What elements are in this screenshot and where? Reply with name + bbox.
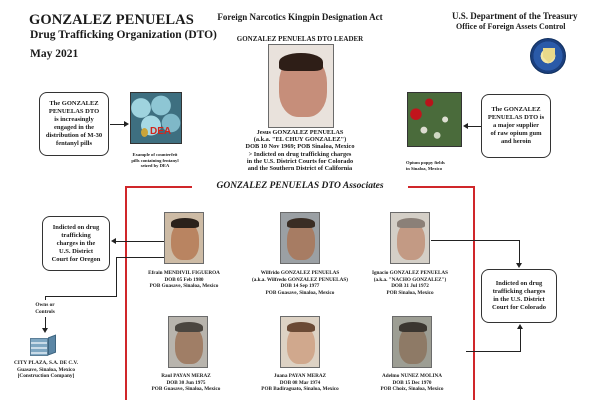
building-icon [30,334,56,356]
arrow-right-icon [124,121,129,127]
connector-line [45,296,117,297]
relation-line: Controls [35,309,55,315]
associate-name: Ignacio GONZALEZ PENUELAS [371,270,449,276]
associate-photo [390,212,430,264]
fentanyl-callout [39,92,109,156]
colorado-indictment-box [481,269,557,323]
box-line: Court for Oregon [51,255,101,263]
associate-name: Juana PAYAN MERAZ [273,373,327,379]
opium-callout [481,94,551,158]
associate-name: Adelmo NUNEZ MOLINA [382,373,442,379]
connector-line [110,124,125,125]
treasury-seal-icon [530,38,566,74]
org-subtitle: Drug Trafficking Organization (DTO) [30,29,217,41]
leader-heading: GONZALEZ PENUELAS DTO LEADER [236,35,364,43]
hair-shape [287,218,315,228]
arrow-down-icon [516,263,522,268]
connector-line [467,126,481,127]
callout-line: PENUELAS DTO [48,108,100,115]
associate-dob: DOB 05 Feb 1980 [164,276,204,283]
callout-line: The GONZALEZ [49,100,99,107]
box-line: Court for Colorado [491,304,547,311]
poppy-caption [406,160,476,171]
agency-name: U.S. Department of the Treasury [452,11,578,21]
callout-line: distribution of M-30 [45,132,103,139]
hair-shape [397,218,425,228]
callout-line: a major supplier [492,122,540,129]
associate-pob: POB Choix, Sinaloa, Mexico [380,386,444,393]
leader-note: > Indicted on drug trafficking charges [248,150,352,158]
hair-shape [175,322,203,332]
leader-note: and the Southern District of California [247,165,353,173]
leader-dob-pob: DOB 10 Nov 1969; POB Sinaloa, Mexico [245,143,355,151]
associate-aka: (a.k.a. Wilfredo GONZALEZ PENUELAS) [252,276,348,283]
associate-info [350,270,470,296]
hair-shape [287,322,315,332]
connector-line [519,240,520,264]
associate-photo [392,316,432,368]
leader-photo [268,44,334,128]
relation-line: Owns or [35,302,55,308]
box-line: U.S. District [58,247,94,255]
agency-office: Office of Foreign Assets Control [456,22,566,31]
leader-aka: (a.k.a. "EL CHUY GONZALEZ") [253,136,347,144]
connector-line [466,351,521,352]
leader-name: Jesus GONZALEZ PENUELAS [256,129,344,136]
act-title: Foreign Narcotics Kingpin Designation Act [217,12,383,22]
associate-pob: POB Sinaloa, Mexico [386,289,434,296]
connector-line [45,296,46,300]
associate-name: Efrain MENDIVIL FIGUEROA [148,270,220,276]
company-info [2,360,90,380]
associate-dob: DOB 14 Sep 1977 [280,283,320,290]
associate-info [240,373,360,393]
org-title: GONZALEZ PENUELAS [29,12,194,28]
associate-photo [280,212,320,264]
box-line: Indicted on drug [495,280,543,287]
associate-pob: POB Guasave, Sinaloa, Mexico [265,289,335,296]
connector-line [115,241,164,242]
associate-dob: DOB 31 Jul 1972 [391,283,429,290]
hair-shape [399,322,427,332]
caption-line: pills containing fentanyl [131,157,179,163]
box-line: charges in the [56,239,96,247]
associate-photo [280,316,320,368]
hair-shape [279,53,323,71]
callout-line: engaged in the [53,124,95,131]
associate-dob: DOB 15 Dec 1970 [392,379,432,386]
callout-line: and heroin [500,138,532,145]
callout-line: PENUELAS DTO is [487,114,545,121]
company-name: CITY PLAZA, S.A. DE C.V. [13,360,78,366]
associate-info [126,373,246,393]
associate-info [240,270,360,296]
leader-note: in the U.S. District Courts for Colorado [246,157,354,165]
box-line: trafficking [61,231,91,239]
caption-line: in Sinaloa, Mexico [406,165,443,171]
associate-photo [168,316,208,368]
company-location: Guasave, Sinaloa, Mexico [17,366,75,373]
caption-line: seized by DEA [140,163,170,169]
connector-line [116,257,117,297]
connector-line [116,257,164,258]
associate-info [352,373,472,393]
connector-line [431,240,520,241]
hair-shape [171,218,199,228]
connector-line [520,328,521,352]
associate-info [124,270,244,290]
associate-name: Raul PAYAN MERAZ [161,373,211,379]
associate-pob: POB Badiraguato, Sinaloa, Mexico [261,386,339,393]
box-line: trafficking charges [492,288,546,295]
associate-photo [164,212,204,264]
box-line: in the U.S. District [493,296,545,303]
callout-line: fentanyl pills [56,140,92,147]
dea-logo: DEA [150,126,172,137]
associate-aka: (a.k.a. "NACHO GONZALEZ") [373,276,447,283]
caption-line: Example of counterfeit [132,152,178,157]
owns-controls-label [30,302,60,316]
callout-line: of raw opium gum [490,130,542,137]
opium-poppy-image [407,92,462,147]
callout-line: is increasingly [54,116,94,123]
pills-caption [120,152,190,169]
oregon-indictment-box [42,216,110,271]
report-date: May 2021 [30,48,79,60]
dea-badge-icon [141,128,148,137]
arrow-down-icon [42,328,48,333]
associate-pob: POB Guasave, Sinaloa, Mexico [149,283,219,290]
associate-dob: DOB 08 Mar 1974 [279,379,321,386]
box-line: Indicted on drug [52,223,100,231]
associate-name: Wilfrido GONZALEZ PENUELAS [260,270,340,276]
leader-info [220,129,380,172]
company-type: [Construction Company] [17,373,75,380]
associate-dob: DOB 30 Jun 1975 [166,379,206,386]
associates-heading: GONZALEZ PENUELAS DTO Associates [192,181,408,191]
callout-line: The GONZALEZ [491,106,541,113]
associate-pob: POB Guasave, Sinaloa, Mexico [151,386,221,393]
caption-line: Opium poppy fields [406,160,445,165]
